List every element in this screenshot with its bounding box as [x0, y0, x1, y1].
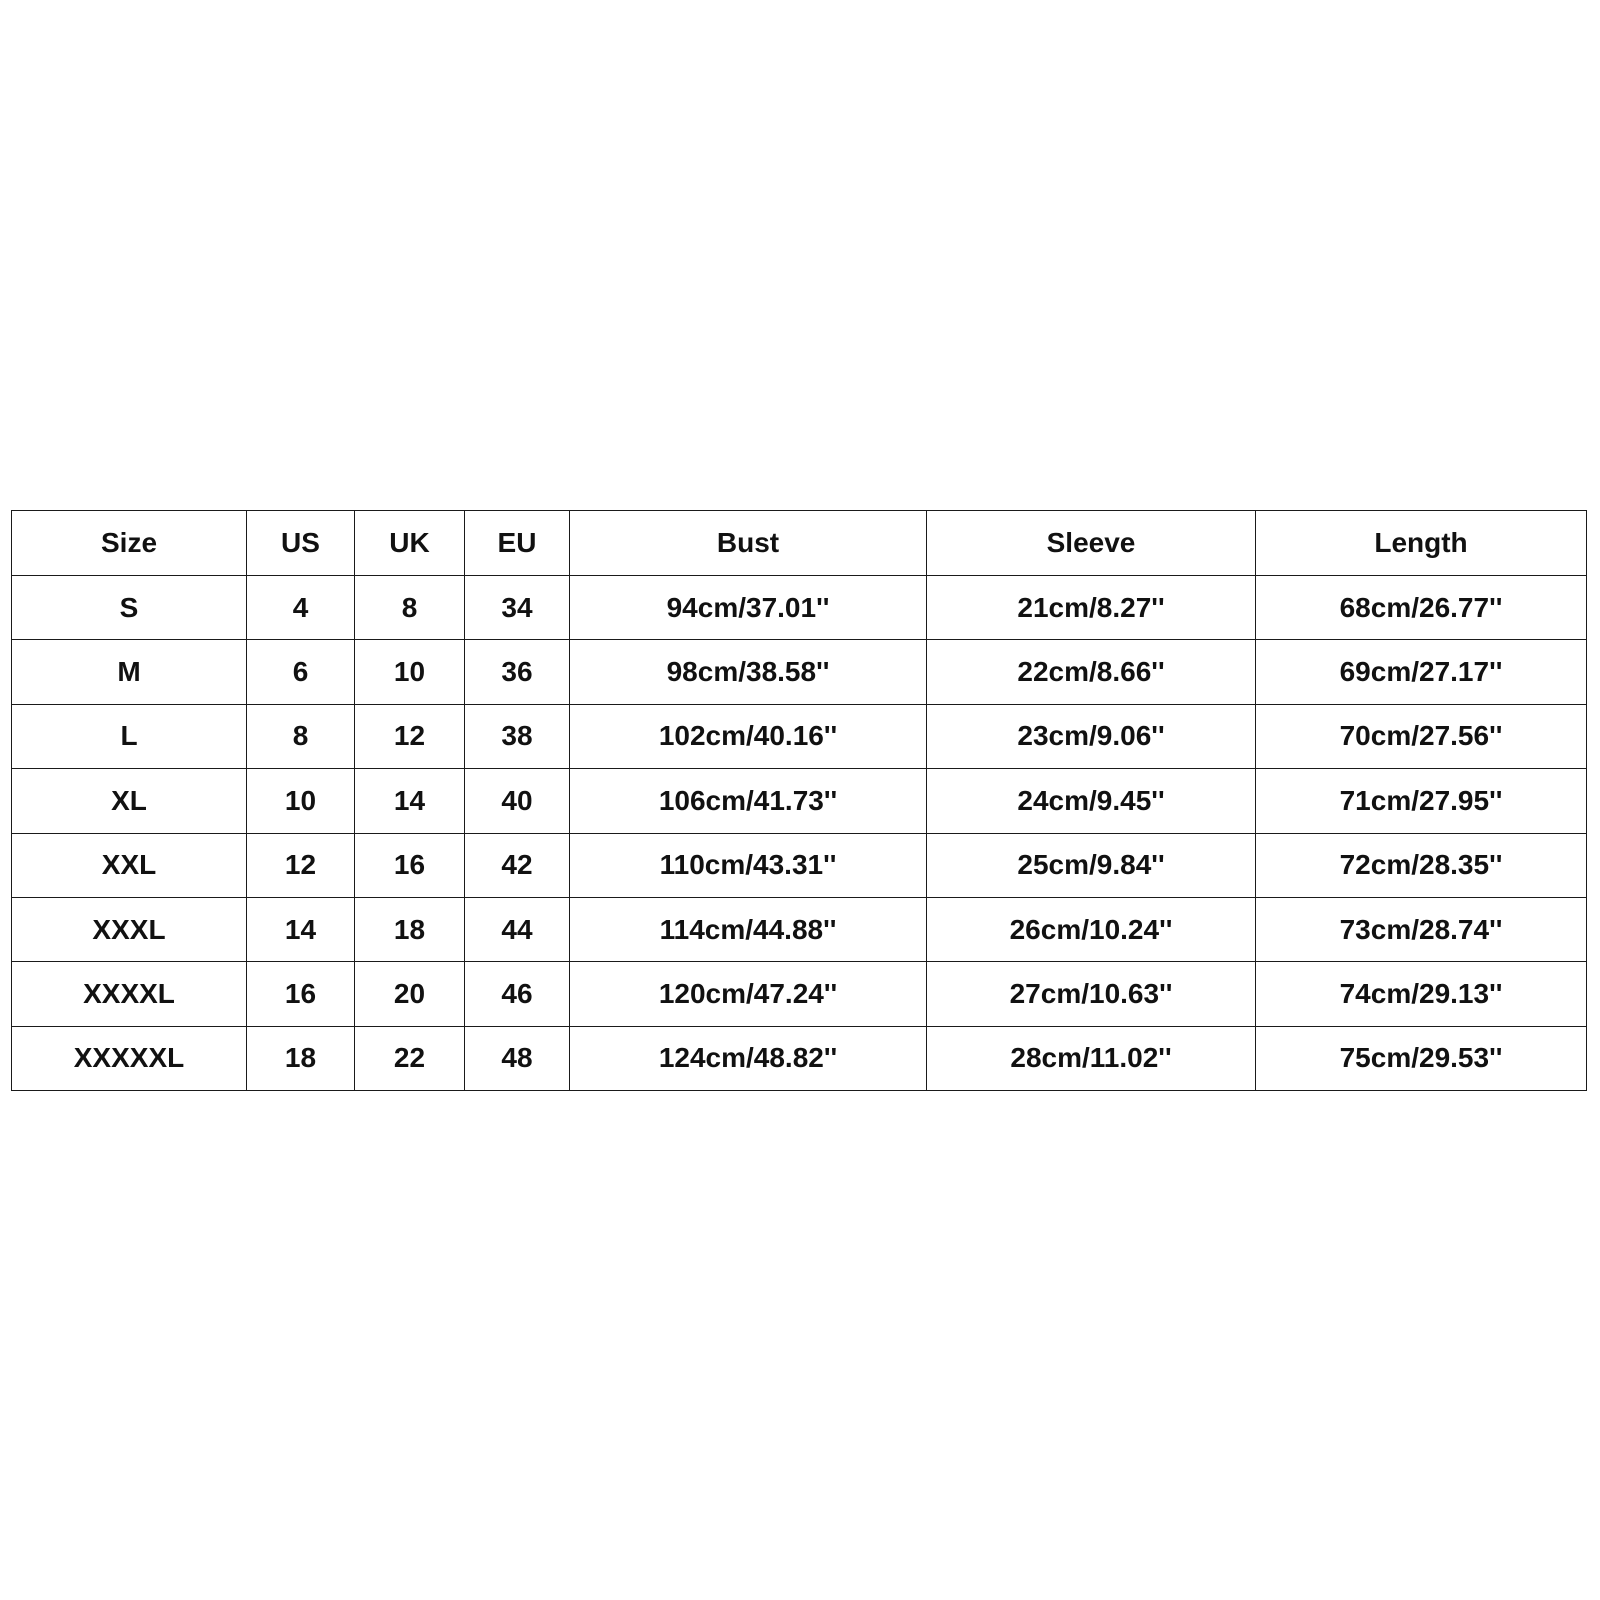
cell-length: 72cm/28.35'': [1256, 833, 1587, 897]
cell-length: 68cm/26.77'': [1256, 576, 1587, 640]
cell-us: 10: [247, 769, 355, 833]
cell-length: 69cm/27.17'': [1256, 640, 1587, 704]
cell-sleeve: 24cm/9.45'': [927, 769, 1256, 833]
cell-length: 74cm/29.13'': [1256, 962, 1587, 1026]
cell-bust: 106cm/41.73'': [570, 769, 927, 833]
cell-uk: 12: [355, 704, 465, 768]
cell-size: XXXL: [12, 897, 247, 961]
cell-size: S: [12, 576, 247, 640]
cell-length: 73cm/28.74'': [1256, 897, 1587, 961]
cell-us: 6: [247, 640, 355, 704]
cell-eu: 46: [465, 962, 570, 1026]
cell-length: 71cm/27.95'': [1256, 769, 1587, 833]
cell-bust: 120cm/47.24'': [570, 962, 927, 1026]
cell-sleeve: 27cm/10.63'': [927, 962, 1256, 1026]
cell-sleeve: 23cm/9.06'': [927, 704, 1256, 768]
cell-size: XXL: [12, 833, 247, 897]
cell-sleeve: 22cm/8.66'': [927, 640, 1256, 704]
cell-uk: 22: [355, 1026, 465, 1090]
cell-length: 75cm/29.53'': [1256, 1026, 1587, 1090]
header-size: Size: [12, 511, 247, 576]
cell-sleeve: 21cm/8.27'': [927, 576, 1256, 640]
header-sleeve: Sleeve: [927, 511, 1256, 576]
header-uk: UK: [355, 511, 465, 576]
header-us: US: [247, 511, 355, 576]
cell-uk: 10: [355, 640, 465, 704]
cell-size: L: [12, 704, 247, 768]
cell-bust: 110cm/43.31'': [570, 833, 927, 897]
cell-eu: 44: [465, 897, 570, 961]
cell-eu: 36: [465, 640, 570, 704]
cell-eu: 34: [465, 576, 570, 640]
header-length: Length: [1256, 511, 1587, 576]
table-row: [12, 1026, 1587, 1090]
cell-us: 16: [247, 962, 355, 1026]
table-row: [12, 576, 1587, 640]
cell-us: 12: [247, 833, 355, 897]
cell-size: XXXXXL: [12, 1026, 247, 1090]
cell-eu: 40: [465, 769, 570, 833]
cell-uk: 14: [355, 769, 465, 833]
table-row: [12, 704, 1587, 768]
cell-uk: 20: [355, 962, 465, 1026]
cell-bust: 124cm/48.82'': [570, 1026, 927, 1090]
cell-us: 18: [247, 1026, 355, 1090]
cell-size: XXXXL: [12, 962, 247, 1026]
cell-us: 4: [247, 576, 355, 640]
cell-uk: 8: [355, 576, 465, 640]
table-row: [12, 640, 1587, 704]
cell-sleeve: 26cm/10.24'': [927, 897, 1256, 961]
size-chart-table: [11, 510, 1587, 1091]
cell-bust: 98cm/38.58'': [570, 640, 927, 704]
cell-size: XL: [12, 769, 247, 833]
cell-bust: 114cm/44.88'': [570, 897, 927, 961]
cell-eu: 38: [465, 704, 570, 768]
table-row: [12, 962, 1587, 1026]
cell-eu: 42: [465, 833, 570, 897]
cell-uk: 18: [355, 897, 465, 961]
table-row: [12, 769, 1587, 833]
header-bust: Bust: [570, 511, 927, 576]
cell-length: 70cm/27.56'': [1256, 704, 1587, 768]
cell-size: M: [12, 640, 247, 704]
cell-bust: 94cm/37.01'': [570, 576, 927, 640]
cell-sleeve: 28cm/11.02'': [927, 1026, 1256, 1090]
table-row: [12, 897, 1587, 961]
cell-us: 8: [247, 704, 355, 768]
header-eu: EU: [465, 511, 570, 576]
cell-us: 14: [247, 897, 355, 961]
cell-sleeve: 25cm/9.84'': [927, 833, 1256, 897]
header-row: [12, 511, 1587, 576]
cell-uk: 16: [355, 833, 465, 897]
cell-bust: 102cm/40.16'': [570, 704, 927, 768]
cell-eu: 48: [465, 1026, 570, 1090]
table-row: [12, 833, 1587, 897]
